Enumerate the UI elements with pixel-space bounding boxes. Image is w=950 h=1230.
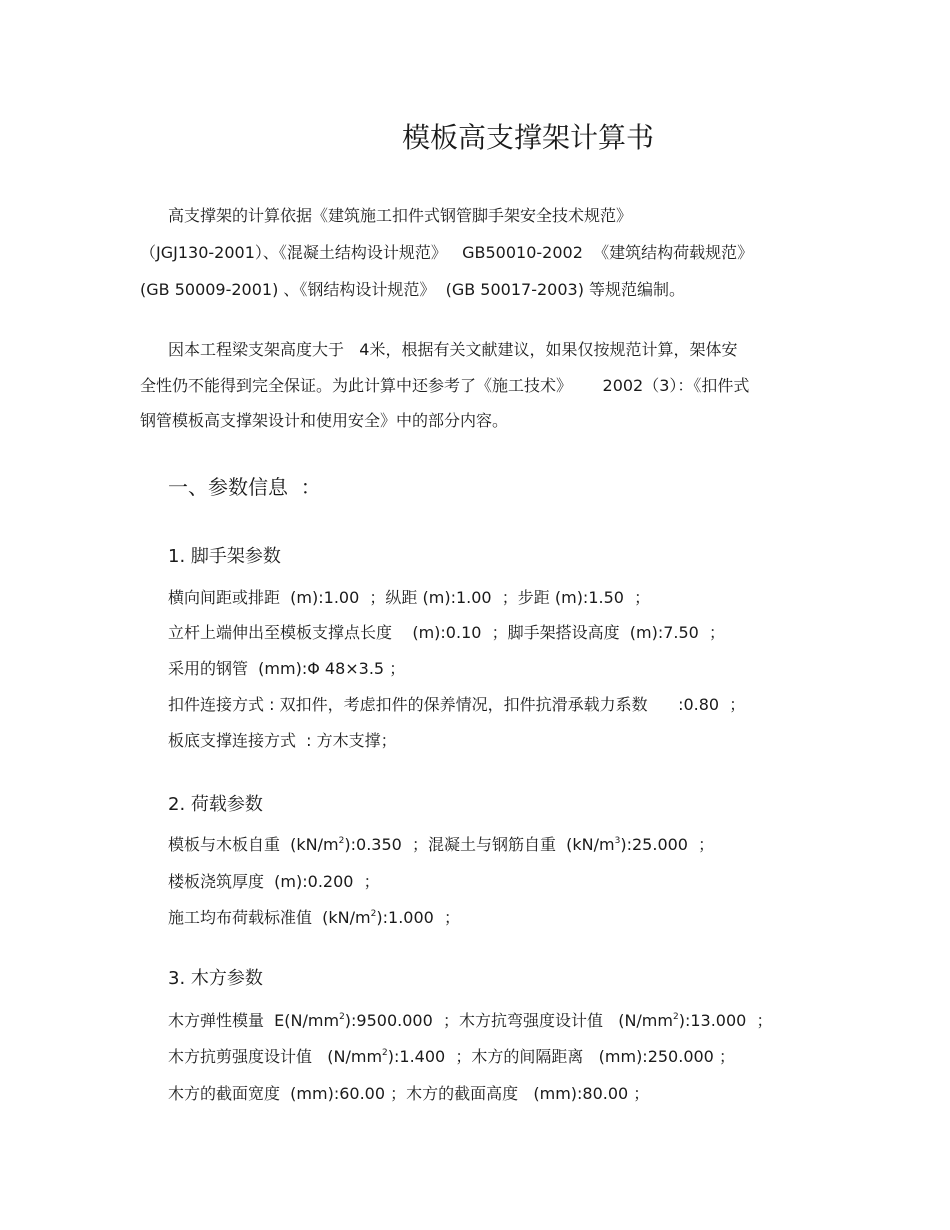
intro-p1-line-2: （JGJ130-2001）、《混凝土结构设计规范》 GB50010-2002 《建筑结构荷载规范》 [140,243,754,262]
load-line3-part-b: ):1.000 ； [376,908,460,927]
load-param-line-2: 楼板浇筑厚度 (m):0.200 ； [168,872,380,891]
load-param-line-3 [168,908,460,928]
scaffold-param-line-1: 横向间距或排距 (m):1.00 ；纵距 (m):1.00 ；步距 (m):1.50 ； [168,588,651,607]
timber-line1-sup-2: 2 [672,1012,679,1022]
intro-p1-line-3: (GB 50009-2001) 、《钢结构设计规范》 (GB 50017-2003) 等规范编制。 [140,280,686,299]
scaffold-param-line-4: 扣件连接方式 : 双扣件，考虑扣件的保养情况，扣件抗滑承载力系数 :0.80 ； [168,695,746,714]
timber-line1-sup-1: 2 [339,1012,345,1022]
timber-param-line-1 [168,1011,773,1031]
subsection-heading-scaffold: 1. 脚手架参数 [168,546,281,567]
intro-p1-line-1: 高支撑架的计算依据《建筑施工扣件式钢管脚手架安全技术规范》 [168,206,633,225]
load-line1-part-c: ):25.000 ； [620,835,715,854]
intro-p2-line-2: 全性仍不能得到完全保证。为此计算中还参考了《施工技术》 2002（3）：《扣件式 [140,376,750,395]
load-param-line-1 [168,835,714,855]
subsection-heading-load: 2. 荷载参数 [168,794,263,815]
scaffold-param-line-5: 板底支撑连接方式 : 方木支撑； [168,731,397,750]
subsection-heading-timber: 3. 木方参数 [168,968,263,989]
timber-param-line-2 [168,1047,735,1067]
timber-line1-part-b: ):9500.000 ；木方抗弯强度设计值 (N/mm [344,1011,673,1030]
timber-param-line-3: 木方的截面宽度 (mm):60.00 ；木方的截面高度 (mm):80.00 ； [168,1084,650,1103]
document-title: 模板高支撑架计算书 [401,121,654,154]
load-line1-sup-1: 2 [338,836,345,846]
scaffold-param-line-2: 立杆上端伸出至模板支撑点长度 (m):0.10 ；脚手架搭设高度 (m):7.50 ； [168,623,726,642]
load-line1-part-b: ):0.350 ；混凝土与钢筋自重 (kN/m [344,835,615,854]
timber-line2-part-a: 木方抗剪强度设计值 (N/mm [168,1047,383,1066]
timber-line1-part-c: ):13.000 ； [678,1011,773,1030]
intro-p2-line-1: 因本工程梁支架高度大于 4米，根据有关文献建议，如果仅按规范计算，架体安 [168,340,738,359]
scaffold-param-line-3: 采用的钢管 (mm):Φ 48×3.5 ； [168,659,406,678]
section-heading-params: 一、参数信息 ： [168,475,321,499]
load-line1-sup-2: 3 [614,836,621,846]
timber-line1-part-a: 木方弹性模量 E(N/mm [168,1011,340,1030]
load-line1-part-a: 模板与木板自重 (kN/m [168,835,339,854]
timber-line2-sup: 2 [382,1048,388,1058]
intro-p2-line-3: 钢管模板高支撑架设计和使用安全》中的部分内容。 [140,411,509,430]
load-line3-part-a: 施工均布荷载标准值 (kN/m [168,908,371,927]
timber-line2-part-b: ):1.400 ；木方的间隔距离 (mm):250.000 ； [387,1047,735,1066]
load-line3-sup: 2 [370,909,377,919]
